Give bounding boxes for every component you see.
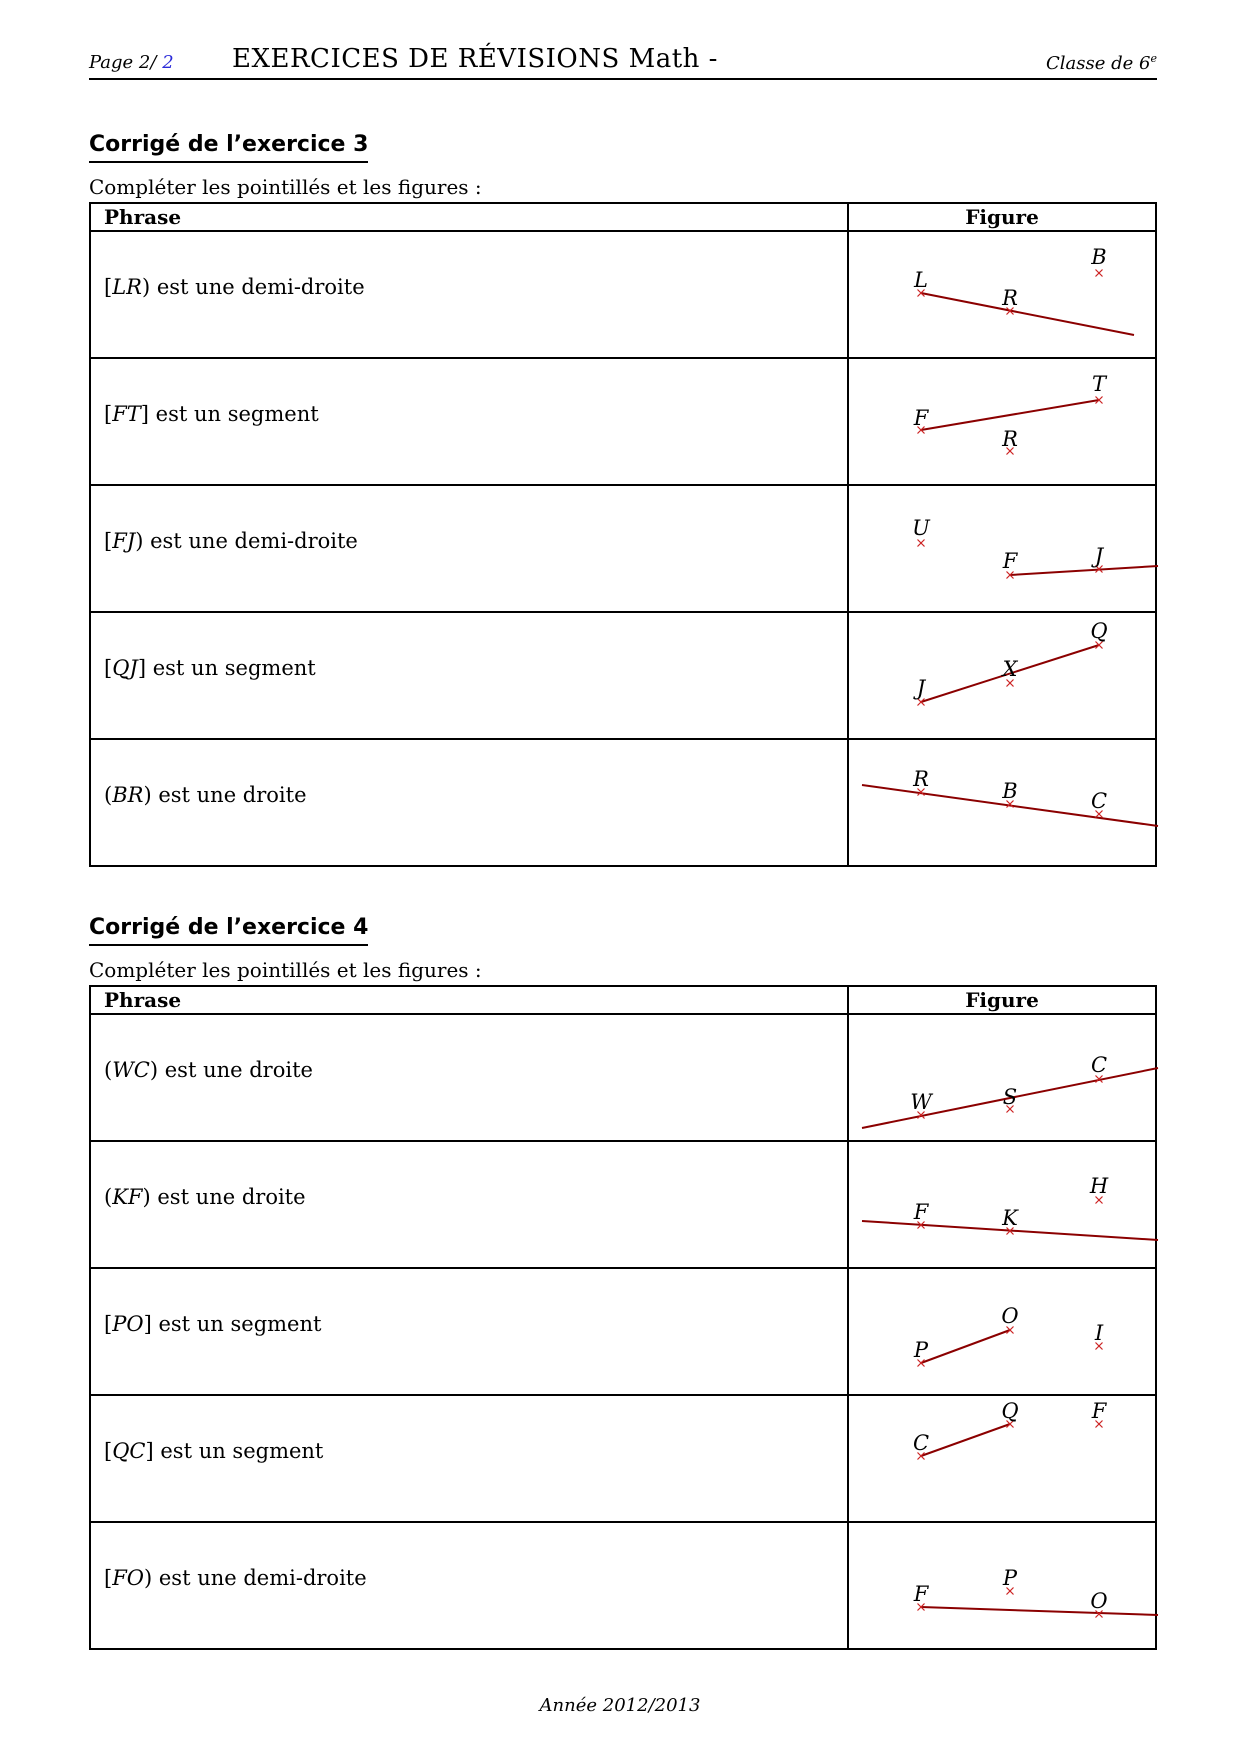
figure-demi-droite [849, 1523, 1171, 1646]
page-footer: Année 2012/2013 [539, 1695, 701, 1716]
point-label: T [1091, 372, 1107, 396]
figure-cell [848, 1014, 1156, 1141]
point-name-a: Q [112, 1438, 130, 1463]
point-cross-marker [1096, 270, 1103, 277]
figure-segment [849, 1269, 1171, 1392]
table-row [90, 1522, 1156, 1649]
point-label: U [912, 516, 930, 540]
figure-droite [849, 1142, 1171, 1265]
bracket-close: ] [137, 655, 147, 680]
exercise-table-4 [89, 985, 1157, 1650]
point-label: R [1002, 286, 1018, 310]
phrase-description: est une demi-droite [143, 528, 358, 553]
point-label: Q [1001, 1399, 1019, 1423]
table-row [90, 1268, 1156, 1395]
point-label: W [910, 1090, 932, 1114]
phrase-cell [90, 358, 848, 485]
point-label: O [1090, 1589, 1108, 1613]
point-label: S [1002, 1085, 1018, 1109]
bracket-open: [ [104, 401, 113, 426]
figure-cell [848, 485, 1156, 612]
phrase-cell [90, 1141, 848, 1268]
bracket-open: [ [104, 1565, 113, 1590]
phrase-cell [90, 739, 848, 866]
phrase-cell [90, 1268, 848, 1395]
phrase-text [104, 1058, 313, 1082]
point-name-b: C [129, 1438, 146, 1463]
demi-droite-line [1010, 566, 1158, 575]
point-label: R [1002, 427, 1018, 451]
column-header-figure: Figure [848, 986, 1156, 1014]
point-label: C [1090, 1053, 1108, 1077]
bracket-close: ) [149, 1057, 159, 1082]
phrase-cell [90, 231, 848, 358]
phrase-text [104, 275, 365, 299]
figure-cell [848, 1522, 1156, 1649]
phrase-description: est une droite [150, 1184, 306, 1209]
figure-cell [848, 1268, 1156, 1395]
table-header-row [90, 986, 1156, 1014]
point-label: P [913, 1338, 929, 1362]
class-superscript: e [1150, 52, 1157, 65]
point-label: F [913, 1200, 929, 1224]
section-title-exercice-3: Corrigé de l’exercice 3 [89, 132, 368, 163]
class-text: Classe de 6 [1046, 53, 1151, 74]
bracket-close: ) [144, 1565, 153, 1590]
point-name-b: C [133, 1057, 150, 1082]
section-title-exercice-4: Corrigé de l’exercice 4 [89, 915, 368, 946]
segment-line [921, 1424, 1010, 1456]
point-label: F [1002, 549, 1018, 573]
phrase-description: est un segment [146, 655, 316, 680]
point-name-a: Q [112, 655, 130, 680]
point-label: F [1091, 1399, 1107, 1423]
figure-droite [849, 740, 1171, 863]
table-row [90, 739, 1156, 866]
phrase-text [104, 783, 307, 807]
point-name-b: R [126, 274, 142, 299]
point-name-b: F [127, 1184, 143, 1209]
document-title: EXERCICES DE RÉVISIONS Math - [232, 44, 718, 74]
table-row [90, 612, 1156, 739]
phrase-text [104, 1185, 306, 1209]
table-header-row [90, 203, 1156, 231]
phrase-cell [90, 485, 848, 612]
bracket-open: ( [104, 1057, 113, 1082]
column-header-figure: Figure [848, 203, 1156, 231]
segment-line [921, 1330, 1010, 1363]
point-label: I [1094, 1321, 1104, 1345]
phrase-description: est un segment [149, 401, 319, 426]
point-name-b: O [126, 1565, 144, 1590]
phrase-text [104, 1312, 321, 1336]
instruction-exercice-4: Compléter les pointillés et les figures : [89, 958, 482, 982]
point-name-b: O [126, 1311, 144, 1336]
figure-droite [849, 1015, 1171, 1138]
point-name-a: F [112, 401, 127, 426]
bracket-open: [ [104, 1311, 113, 1336]
point-label: H [1089, 1174, 1109, 1198]
point-label: L [914, 268, 928, 292]
table-row [90, 1395, 1156, 1522]
bracket-open: [ [104, 274, 113, 299]
bracket-close: ) [135, 528, 144, 553]
phrase-description: est une droite [151, 782, 307, 807]
figure-cell [848, 612, 1156, 739]
figure-cell [848, 1141, 1156, 1268]
point-name-a: P [112, 1311, 127, 1336]
table-row [90, 1014, 1156, 1141]
figure-segment [849, 359, 1171, 482]
bracket-open: [ [104, 1438, 113, 1463]
figure-cell [848, 231, 1156, 358]
point-name-a: B [112, 782, 128, 807]
point-label: C [912, 1431, 930, 1455]
figure-cell [848, 739, 1156, 866]
point-name-a: F [112, 528, 127, 553]
phrase-description: est une demi-droite [152, 1565, 367, 1590]
point-label: K [1002, 1206, 1018, 1230]
bracket-open: [ [104, 528, 113, 553]
table-row [90, 231, 1156, 358]
bracket-close: ] [143, 1311, 152, 1336]
point-name-a: F [112, 1565, 127, 1590]
point-label: X [1002, 657, 1018, 681]
demi-droite-line [921, 1607, 1158, 1615]
page-number [89, 52, 174, 73]
phrase-text [104, 656, 316, 680]
bracket-close: ) [141, 274, 151, 299]
figure-demi-droite [849, 486, 1171, 609]
phrase-cell [90, 1522, 848, 1649]
point-label: C [1090, 789, 1108, 813]
point-name-b: J [129, 655, 138, 680]
segment-line [921, 400, 1099, 430]
bracket-open: ( [104, 782, 113, 807]
point-name-a: K [112, 1184, 128, 1209]
demi-droite-line [921, 293, 1134, 335]
phrase-text [104, 1439, 323, 1463]
point-name-b: J [126, 528, 136, 553]
point-label: J [916, 676, 926, 700]
figure-cell [848, 358, 1156, 485]
bracket-close: ] [145, 1438, 154, 1463]
point-name-b: R [127, 782, 144, 807]
bracket-close: ) [142, 1184, 151, 1209]
phrase-text [104, 529, 358, 553]
figure-cell [848, 1395, 1156, 1522]
point-label: F [913, 1582, 929, 1606]
bracket-open: [ [104, 655, 113, 680]
point-cross-marker [918, 540, 925, 547]
page-total-link[interactable]: 2 [162, 52, 174, 73]
phrase-description: est une demi-droite [150, 274, 365, 299]
class-label [1046, 52, 1157, 74]
point-label: F [913, 406, 929, 430]
phrase-cell [90, 612, 848, 739]
point-label: B [1091, 245, 1107, 269]
page-prefix: Page 2/ [89, 52, 157, 73]
figure-segment [849, 613, 1171, 736]
point-name-b: T [126, 401, 141, 426]
phrase-cell [90, 1014, 848, 1141]
point-label: J [1094, 544, 1104, 568]
point-label: R [913, 767, 929, 791]
column-header-phrase: Phrase [90, 986, 848, 1014]
point-name-a: L [112, 274, 127, 299]
exercise-table-3 [89, 202, 1157, 867]
figure-segment [849, 1396, 1171, 1519]
phrase-description: est une droite [158, 1057, 313, 1082]
phrase-description: est un segment [153, 1438, 324, 1463]
table-row [90, 485, 1156, 612]
bracket-open: ( [104, 1184, 113, 1209]
bracket-close: ] [140, 401, 149, 426]
phrase-text [104, 1566, 367, 1590]
instruction-exercice-3: Compléter les pointillés et les figures : [89, 175, 482, 199]
bracket-close: ) [143, 782, 152, 807]
table-row [90, 358, 1156, 485]
point-label: B [1002, 779, 1018, 803]
point-label: P [1002, 1566, 1018, 1590]
column-header-phrase: Phrase [90, 203, 848, 231]
page-header [89, 40, 1157, 80]
figure-demi-droite [849, 232, 1171, 355]
point-name-a: W [112, 1057, 134, 1082]
point-label: Q [1090, 619, 1108, 643]
point-label: O [1001, 1304, 1019, 1328]
table-row [90, 1141, 1156, 1268]
phrase-description: est un segment [151, 1311, 322, 1336]
phrase-text [104, 402, 319, 426]
phrase-cell [90, 1395, 848, 1522]
